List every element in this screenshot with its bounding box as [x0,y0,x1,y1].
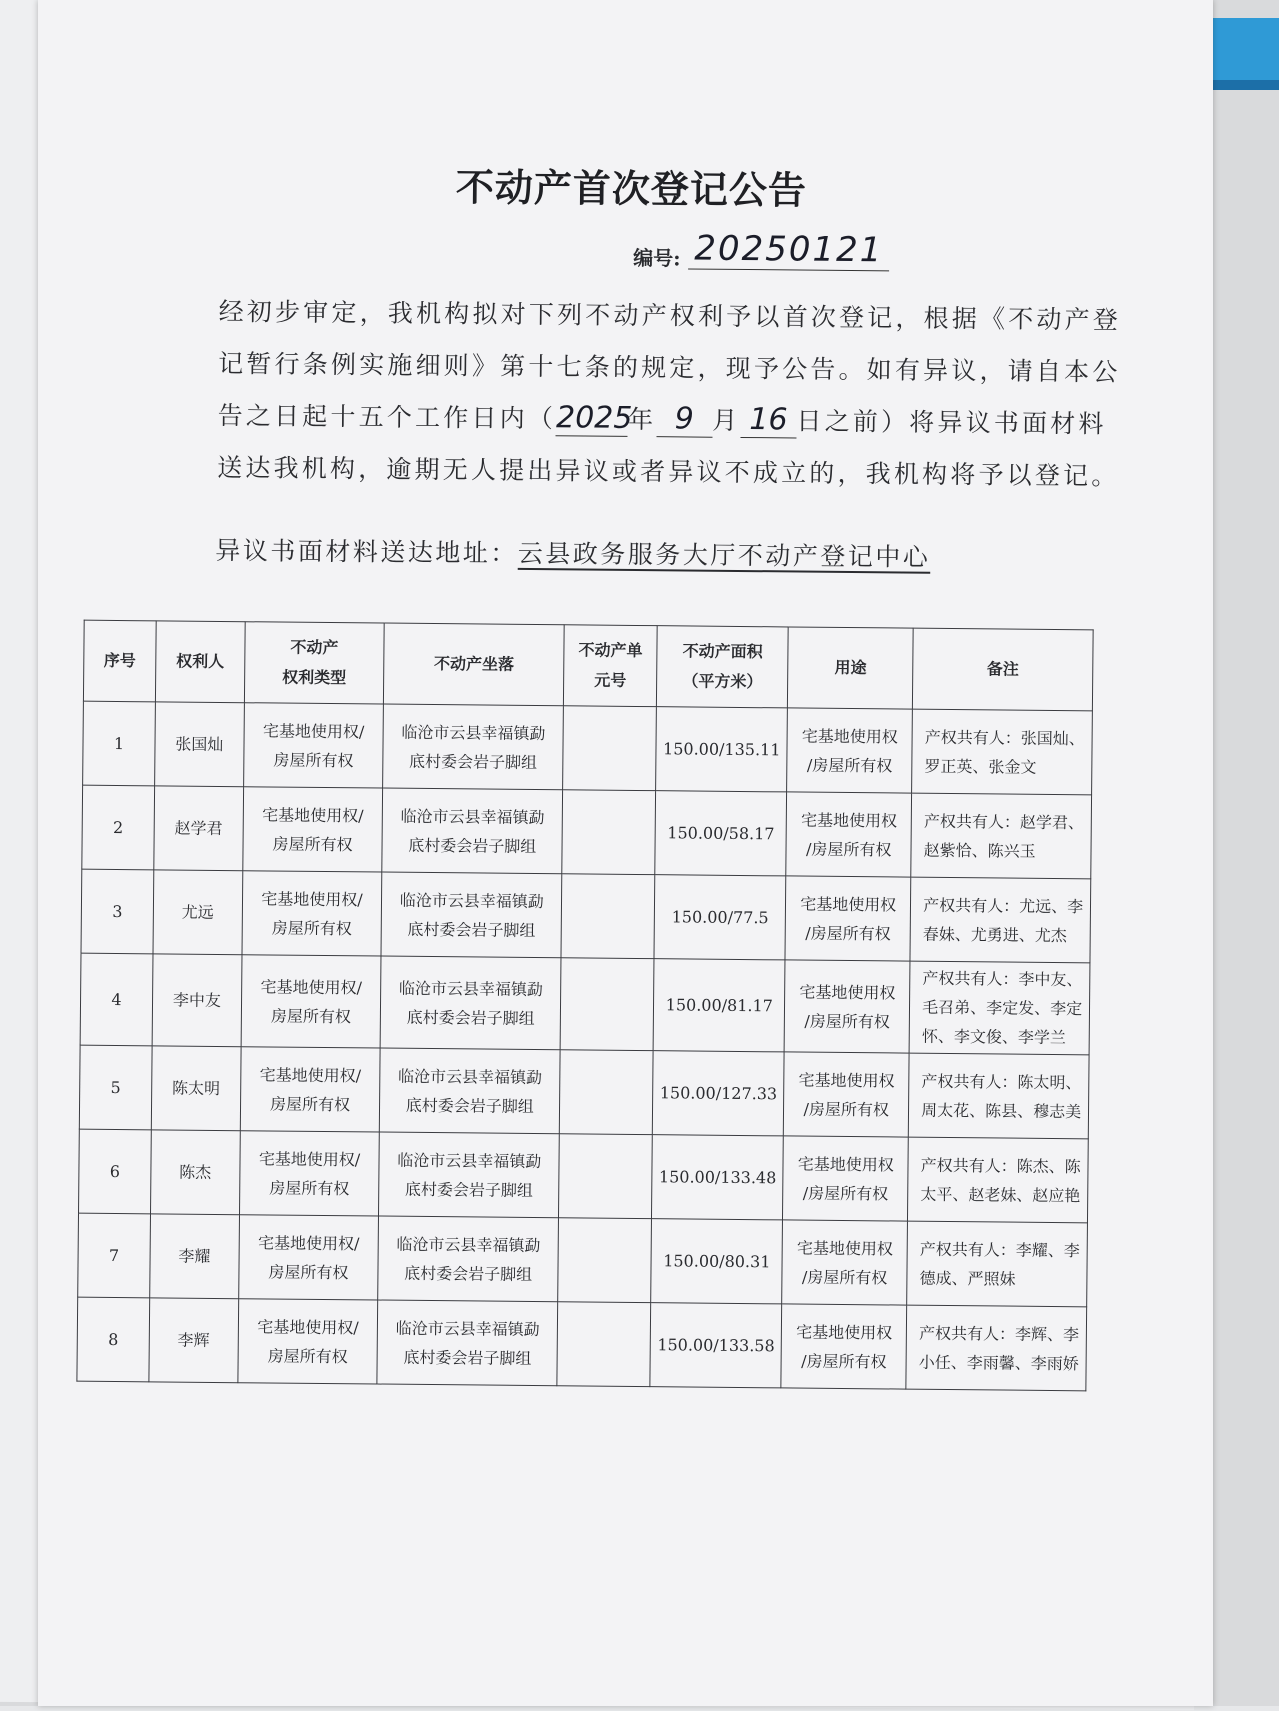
cell-seq: 3 [81,869,154,954]
cell-area: 150.00/127.33 [652,1051,784,1136]
table-header-row [83,620,1093,711]
cell-usage-b: /房屋所有权 [804,1011,890,1031]
cell-area: 150.00/133.48 [652,1135,784,1220]
cell-location [382,788,563,874]
cell-right-type-b: 房屋所有权 [267,1345,348,1366]
cell-unit-no [562,790,656,875]
cell-usage [786,792,912,877]
cell-owner: 李耀 [150,1214,240,1299]
header-owner: 权利人 [155,621,245,703]
cell-usage-a: 宅基地使用权 [797,1154,894,1174]
cell-owner: 尤远 [153,870,243,955]
cell-location-a: 临沧市云县幸福镇勐 [397,1150,542,1171]
cell-usage-a: 宅基地使用权 [799,982,896,1002]
year-unit: 年 [627,404,657,435]
cell-location [380,1048,561,1134]
cell-right-type [243,787,383,872]
cell-location-b: 底村委会岩子脚组 [403,1347,532,1368]
cell-location [377,1300,558,1386]
cell-location-a: 临沧市云县幸福镇勐 [397,1066,543,1087]
notice-body [159,285,1126,502]
cell-right-type-a: 宅基地使用权/ [259,1064,362,1085]
cell-location-a: 临沧市云县幸福镇勐 [401,722,546,743]
cell-right-type [241,955,381,1048]
cell-area: 150.00/133.58 [650,1303,782,1388]
cell-note-b: 毛召弟、李定发、李定 [922,997,1083,1019]
cell-usage-a: 宅基地使用权 [800,894,897,914]
cell-note [908,1053,1089,1139]
cell-note [912,709,1093,795]
cell-usage-b: /房屋所有权 [806,755,893,775]
cell-right-type-a: 宅基地使用权/ [257,1232,360,1253]
cell-note-c: 怀、李文俊、李学兰 [921,1026,1066,1048]
table-row [77,1297,1087,1391]
cell-note-a: 产权共有人：李辉、李 [918,1323,1080,1344]
cell-note-b: 赵紫恰、陈兴玉 [923,840,1036,861]
registration-table [76,620,1093,1392]
cell-note-a: 产权共有人：陈杰、陈 [920,1155,1081,1176]
cell-usage-a: 宅基地使用权 [798,1070,895,1090]
cell-right-type-a: 宅基地使用权/ [260,976,363,997]
notice-sheet [38,0,1213,1706]
cell-right-type-b: 房屋所有权 [268,1261,349,1282]
cell-right-type-a: 宅基地使用权/ [257,1316,359,1337]
cell-location-b: 底村委会岩子脚组 [404,1179,534,1200]
cell-right-type-b: 房屋所有权 [270,1005,352,1026]
cell-right-type-a: 宅基地使用权/ [258,1148,361,1169]
cell-location-b: 底村委会岩子脚组 [406,1007,535,1028]
notice-content [29,0,1220,1711]
cell-seq: 1 [83,701,156,786]
cell-note-a: 产权共有人：陈太明、 [921,1071,1082,1092]
cell-seq: 5 [79,1045,152,1130]
cell-note-b: 小任、李雨馨、李雨娇 [918,1352,1079,1373]
cell-location [381,872,562,958]
cell-unit-no [560,958,654,1051]
header-unit-no [564,625,658,707]
cell-unit-no [557,1302,651,1387]
notice-body-part2: 日之前）将异议书面材料送达我机构，逾期无人提出异议或者异议不成立的，我机构将予以登记。 [217,406,1120,491]
cell-owner: 陈太明 [151,1046,241,1131]
notice-paragraph [159,285,1126,502]
cell-area: 150.00/77.5 [654,875,786,960]
cell-note [908,1137,1089,1223]
cell-area: 150.00/80.31 [651,1219,783,1304]
cell-right-type-b: 房屋所有权 [270,1093,351,1114]
cell-location-a: 临沧市云县幸福镇勐 [399,890,544,911]
cell-note-b: 周太花、陈县、穆志美 [921,1100,1082,1121]
header-right-type [244,622,384,704]
cell-note [906,1305,1087,1391]
cell-note-b: 罗正英、张金文 [924,756,1037,777]
cell-location-b: 底村委会岩子脚组 [409,751,538,772]
address-label: 异议书面材料送达地址： [215,535,519,568]
cell-usage-b: /房屋所有权 [803,1099,890,1119]
cell-usage [781,1304,907,1389]
cell-seq: 8 [77,1297,150,1382]
cell-note [909,961,1090,1055]
cell-usage-b: /房屋所有权 [802,1183,889,1203]
cell-right-type [238,1299,378,1384]
cell-location-b: 底村委会岩子脚组 [405,1095,534,1116]
cell-right-type-b: 房屋所有权 [273,749,354,770]
cell-right-type [242,871,382,956]
deadline-month: 9 [656,402,712,438]
cell-owner: 张国灿 [155,702,245,787]
cell-note [907,1221,1088,1307]
month-unit: 月 [712,405,741,435]
header-location: 不动产坐落 [384,623,565,706]
cell-right-type [243,703,383,788]
cell-area: 150.00/81.17 [653,959,785,1052]
cell-right-type-a: 宅基地使用权/ [262,720,365,741]
table-row [79,1045,1089,1139]
address-value: 云县政务服务大厅不动产登记中心 [517,538,931,572]
cell-usage-a: 宅基地使用权 [801,726,898,746]
number-label: 编号: [633,245,681,271]
cell-usage-b: /房屋所有权 [805,839,892,859]
header-unit-l1: 不动产单 [578,640,643,661]
header-unit-l2: 元号 [594,670,627,690]
cell-usage [785,876,911,961]
cell-location [380,956,561,1050]
cell-owner: 李中友 [152,954,242,1047]
table-row [80,953,1090,1055]
cell-note-a: 产权共有人：李耀、李 [919,1239,1080,1260]
cell-note [910,877,1091,963]
cell-usage [783,1136,909,1221]
table-row [81,869,1091,963]
header-area-l2: （平方米） [682,671,763,692]
header-area [657,626,789,708]
cell-usage [782,1220,908,1305]
cell-usage [787,708,913,793]
cell-unit-no [559,1134,653,1219]
header-right-type-l1: 不动产 [290,637,339,658]
cell-usage-a: 宅基地使用权 [800,810,898,830]
cell-seq: 7 [78,1213,151,1298]
cell-usage-a: 宅基地使用权 [796,1238,894,1258]
cell-right-type [239,1131,379,1216]
cell-area: 150.00/135.11 [656,707,788,792]
cell-note-a: 产权共有人：赵学君、 [923,811,1085,832]
cell-seq: 2 [82,785,155,870]
cell-usage-b: /房屋所有权 [801,1267,888,1287]
cell-right-type-b: 房屋所有权 [269,1177,350,1198]
cell-note-a: 产权共有人：尤远、李 [923,895,1084,916]
cell-right-type [238,1215,378,1300]
header-seq: 序号 [83,620,156,702]
cell-seq: 4 [80,953,153,1046]
cell-unit-no [559,1050,653,1135]
cell-location-a: 临沧市云县幸福镇勐 [396,1234,541,1255]
cell-owner: 赵学君 [154,786,244,871]
cell-unit-no [561,874,655,959]
cell-usage [784,1052,910,1137]
header-note: 备注 [913,628,1094,711]
cell-usage [784,960,910,1053]
cell-location-a: 临沧市云县幸福镇勐 [395,1318,540,1339]
cell-note-b: 德成、严照妹 [919,1268,1016,1289]
cell-usage-b: /房屋所有权 [801,1351,887,1371]
cell-unit-no [563,706,657,791]
cell-note [911,793,1092,879]
deadline-year: 2025 [555,400,633,436]
cell-note-b: 太平、赵老妹、赵应艳 [920,1184,1081,1205]
cell-location [383,704,564,790]
cell-location-b: 底村委会岩子脚组 [404,1263,533,1284]
header-usage: 用途 [788,627,914,709]
cell-right-type-a: 宅基地使用权/ [262,804,364,825]
table-row [82,785,1092,879]
objection-address [215,531,930,574]
cell-note-b: 春妹、尤勇进、尤杰 [922,924,1067,945]
cell-location-a: 临沧市云县幸福镇勐 [398,978,544,999]
cell-note-a: 产权共有人：李中友、 [922,968,1083,990]
cell-owner: 李辉 [149,1298,239,1383]
table-row [78,1213,1088,1307]
cell-usage-b: /房屋所有权 [805,923,891,943]
cell-area: 150.00/58.17 [655,791,787,876]
table-row [79,1129,1089,1223]
cell-right-type-b: 房屋所有权 [272,833,353,854]
cell-right-type-b: 房屋所有权 [271,917,352,938]
cell-usage-a: 宅基地使用权 [796,1322,893,1342]
notice-body-part1: 经初步审定，我机构拟对下列不动产权利予以首次登记，根据《不动产登记暂行条例实施细则》第十七条的规定，现予公告。如有异议，请自本公告之日起十五个工作日内（ [217,296,1122,434]
cell-unit-no [558,1218,652,1303]
cell-right-type-a: 宅基地使用权/ [261,888,363,909]
cell-owner: 陈杰 [150,1130,240,1215]
cell-location-b: 底村委会岩子脚组 [408,835,537,856]
header-area-l1: 不动产面积 [682,641,763,662]
cell-location [378,1216,559,1302]
cell-location [379,1132,560,1218]
cell-right-type [240,1047,380,1132]
table-row [83,701,1093,795]
cell-location-b: 底村委会岩子脚组 [407,919,536,940]
cell-seq: 6 [79,1129,152,1214]
deadline-day: 16 [740,403,796,439]
number-value-handwritten: 20250121 [688,228,889,271]
cell-note-a: 产权共有人：张国灿、 [924,727,1085,748]
document-title: 不动产首次登记公告 [455,164,808,213]
cell-location-a: 临沧市云县幸福镇勐 [400,806,545,827]
header-right-type-l2: 权利类型 [282,667,347,688]
